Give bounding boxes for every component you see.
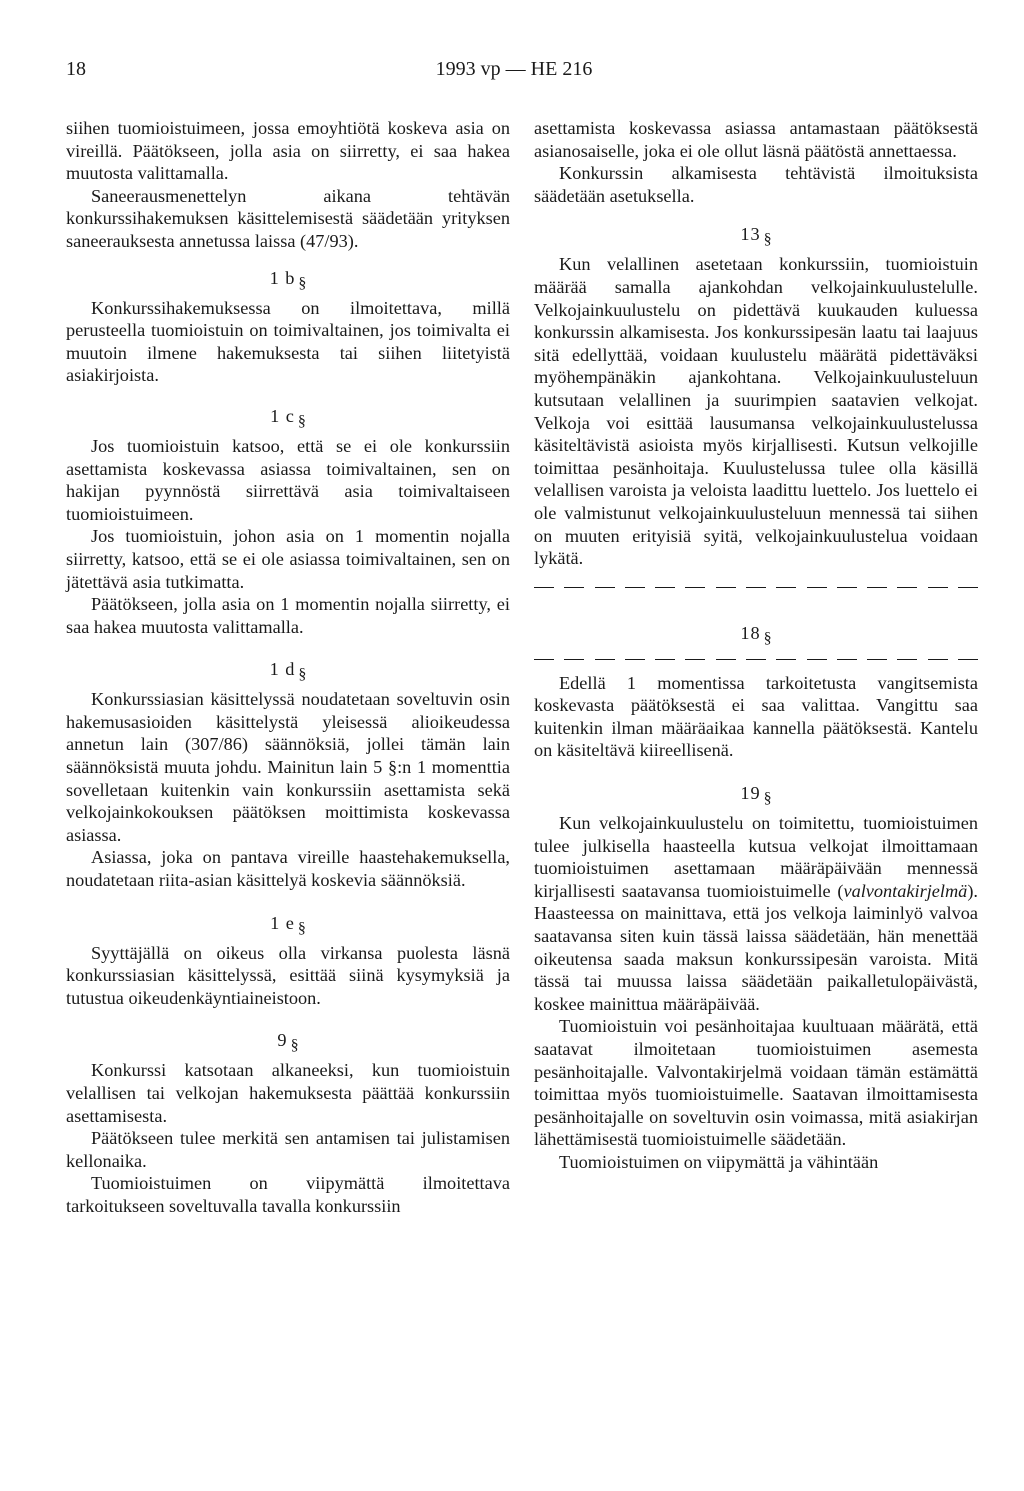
- section-number: 1 c: [270, 405, 295, 426]
- paragraph: Kun velallinen asetetaan konkurssiin, tuomioistuin määrää samalla ajankohdan velkojainkuulustelulle. Velkojainkuulustelu on pidettävä kuukauden kuluessa konkurssin alkamisesta. Jos konkurssipesän laatu tai laajuus sitä edellyttää, voidaan kuulustelu määrätä pidettäväksi myöhempänäkin ajankohtana. Velkojainkuulusteluun kutsutaan velallinen ja suurimpien saatavien velkojat. Velkoja voi esittää lausumansa velkojainkuulustelussa käsiteltävistä asioista myös kirjallisesti. Kutsun velkojille toimittaa pesänhoitaja. Kuulustelussa tulee olla käsillä velallisen varoista ja veloista laadittu luettelo. Jos luettelo ei ole valmistunut velkojainkuulusteluun mennessä tai siihen on muuten erityisiä syitä, velkojainkuulustelua voidaan lykätä.: [534, 254, 978, 569]
- paragraph: Päätökseen tulee merkitä sen antamisen tai julistamisen kellonaika.: [66, 1128, 510, 1171]
- paragraph: Jos tuomioistuin, johon asia on 1 momentin nojalla siirretty, katsoo, että se ei ole asiassa toimivaltainen, sen on jätettävä asia tutkimatta.: [66, 526, 510, 592]
- section-number: 1 e: [270, 912, 295, 933]
- text-run: ). Haasteessa on mainittava, että jos velkoja laiminlyö valvoa saatavansa siten kuin tässä laissa säädetään, hän menettää oikeutensa saada maksun konkurssipesän varoista. Mitä tässä tai muussa laissa säädetään paikalletulopäivästä, koskee mainittua määräpäivää.: [534, 880, 978, 1014]
- section-symbol: §: [763, 231, 772, 249]
- section-heading-1e: [66, 912, 510, 940]
- section-number: 19: [740, 783, 761, 804]
- paragraph: Jos tuomioistuin katsoo, että se ei ole konkurssiin asettamista koskevassa asiassa toimivaltainen, sen on hakijan pyynnöstä siirrettävä asia toimivaltaiseen tuomioistuimeen.: [66, 435, 510, 524]
- section-number: 1 b: [269, 267, 296, 288]
- paragraph: Edellä 1 momentissa tarkoitetusta vangitsemista koskevasta päätöksestä ei saa valittaa. Vangittu saa kuitenkin ilman määräaikaa kannella päätöksestä. Kantelu on käsiteltävä kiireellisenä.: [534, 672, 978, 761]
- omission-dashes: [534, 580, 978, 596]
- section-symbol: §: [763, 629, 772, 647]
- paragraph: Päätökseen, jolla asia on 1 momentin nojalla siirretty, ei saa hakea muutosta valittamalla.: [66, 594, 510, 637]
- paragraph: Tuomioistuimen on viipymättä ilmoitettava tarkoitukseen soveltuvalla tavalla konkurssiin: [66, 1173, 510, 1216]
- section-symbol: §: [297, 412, 306, 430]
- section-heading-1b: [66, 267, 510, 295]
- running-head: 1993 vp — HE 216: [435, 58, 593, 80]
- section-number: 18: [740, 622, 761, 643]
- section-heading-13: [534, 223, 978, 251]
- section-heading-9: [66, 1029, 510, 1057]
- section-symbol: §: [290, 1037, 299, 1055]
- section-symbol: §: [298, 666, 307, 684]
- section-number: 1 d: [269, 659, 296, 680]
- paragraph: Tuomioistuin voi pesänhoitajaa kuultuaan määrätä, että saatavat ilmoitetaan tuomioistuimen asemesta pesänhoitajalle. Valvontakirjelmä voidaan tämän estämättä toimittaa myös tuomioistuimelle. Saatavan ilmoittamisesta pesänhoitajalle on soveltuvin osin voimassa, mitä asiakirjan lähettämisestä tuomioistuimelle säädetään.: [534, 1016, 978, 1150]
- paragraph: Konkurssin alkamisesta tehtävistä ilmoituksista säädetään asetuksella.: [534, 163, 978, 206]
- omission-dashes: [534, 652, 978, 668]
- paragraph: Konkurssi katsotaan alkaneeksi, kun tuomioistuin velallisen tai velkojan hakemuksesta päättää konkurssiin asettamisesta.: [66, 1060, 510, 1126]
- paragraph: Saneerausmenettelyn aikana tehtävän konkurssihakemuksen käsittelemisestä säädetään yrityksen saneerauksesta annetussa laissa (47/93).: [66, 185, 510, 251]
- right-column: [534, 117, 978, 1174]
- paragraph: Konkurssiasian käsittelyssä noudatetaan soveltuvin osin hakemusasioiden käsittelystä yleisessä alioikeudessa annetun lain (307/86) säännöksiä, jollei tämän lain säännöksistä muuta johdu. Mainitun lain 5 §:n 1 momenttia sovelletaan kuitenkin vain konkurssiin asettamista sekä velkojainkokouksen päätöksen moittimista koskevassa asiassa.: [66, 689, 510, 845]
- section-number: 13: [740, 224, 761, 245]
- text-run: Kun velkojainkuulustelu on toimitettu, tuomioistuimen tulee julkisella haasteella kutsua velkojat ilmoittamaan tuomioistuimen asettamaan määräpäivään mennessä kirjallisesti saatavansa tuomioistuimelle (: [534, 813, 978, 901]
- section-heading-19: [534, 782, 978, 810]
- section-heading-18: [534, 622, 978, 650]
- paragraph: Konkurssihakemuksessa on ilmoitettava, millä perusteella tuomioistuin on toimivaltainen, jos toimivalta ei muutoin ilmene hakemuksesta tai siihen liitetyistä asiakirjoista.: [66, 297, 510, 386]
- paragraph: [534, 812, 978, 1015]
- section-number: 9: [277, 1030, 288, 1051]
- left-column: [66, 117, 510, 1218]
- section-heading-1d: [66, 658, 510, 686]
- paragraph: asettamista koskevassa asiassa antamastaan päätöksestä asianosaiselle, joka ei ole ollut läsnä päätöstä annettaessa.: [534, 118, 978, 161]
- paragraph: Syyttäjällä on oikeus olla virkansa puolesta läsnä konkurssiasian käsittelyssä, esittää siinä kysymyksiä ja tutustua oikeudenkäyntiaineistoon.: [66, 942, 510, 1008]
- paragraph: Asiassa, joka on pantava vireille haastehakemuksella, noudatetaan riita-asian käsittelyä koskevia säännöksiä.: [66, 847, 510, 891]
- italic-term: valvontakirjelmä: [843, 880, 968, 901]
- section-symbol: §: [297, 919, 306, 937]
- page-header: [66, 58, 962, 88]
- section-heading-1c: [66, 405, 510, 433]
- section-symbol: §: [763, 790, 772, 808]
- paragraph: Tuomioistuimen on viipymättä ja vähintään: [559, 1151, 879, 1172]
- page-number: 18: [66, 58, 86, 80]
- section-symbol: §: [298, 274, 307, 292]
- paragraph: siihen tuomioistuimeen, jossa emoyhtiötä koskeva asia on vireillä. Päätökseen, jolla asia on siirretty, ei saa hakea muutosta valittamalla.: [66, 118, 510, 184]
